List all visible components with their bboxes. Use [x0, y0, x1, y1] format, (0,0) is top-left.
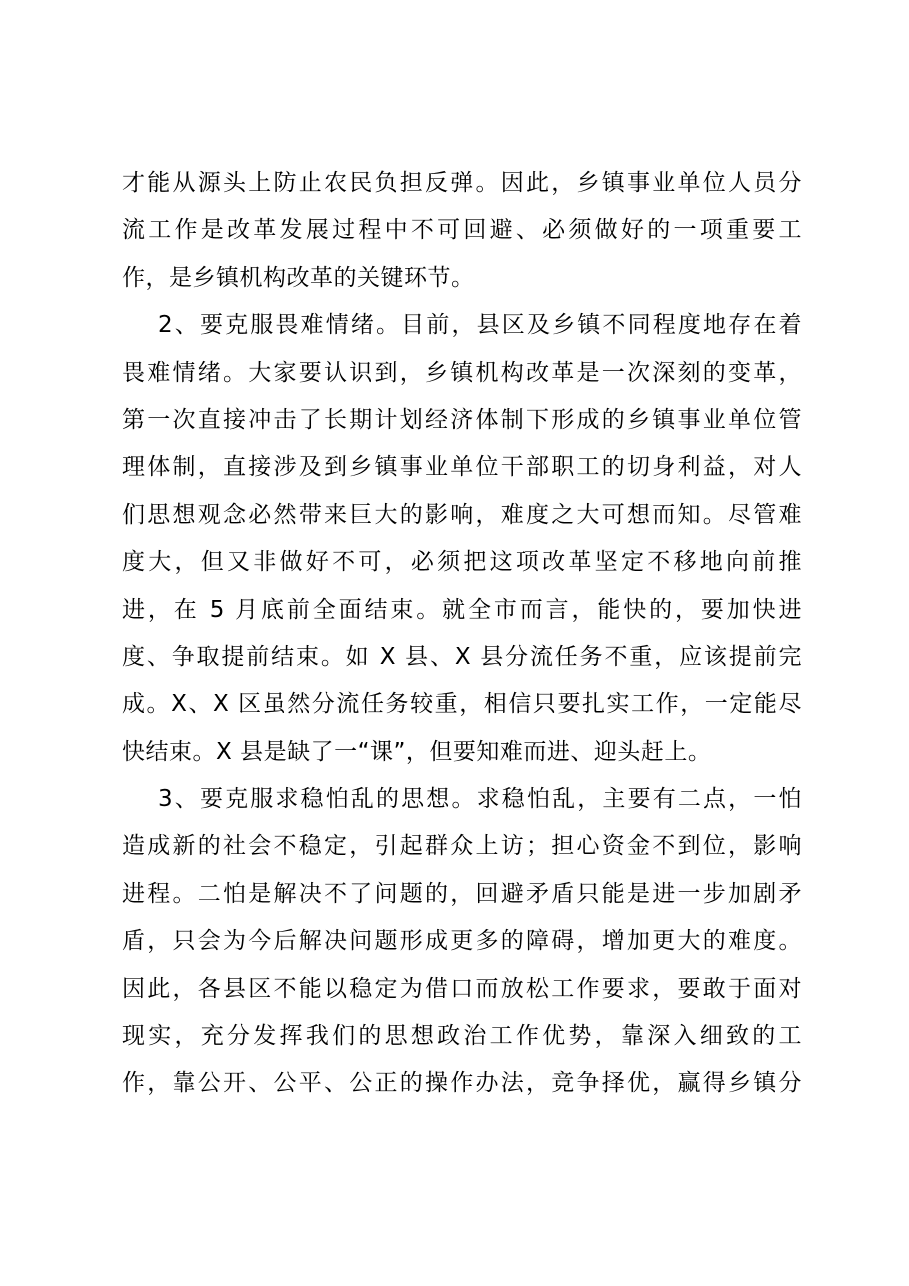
- paragraph-2-first-line: 2、要克服畏难情绪。目前，县区及乡镇不同程度地存在着: [158, 312, 802, 339]
- text-line: 作，是乡镇机构改革的关键环节。: [122, 264, 475, 291]
- text-line: 快结束。X 县是缺了一“课”，但要知难而进、迎头赶上。: [122, 738, 712, 765]
- text-line: 进程。二怕是解决不了问题的，回避矛盾只能是进一步加剧矛: [122, 880, 802, 907]
- text-line: 们思想观念必然带来巨大的影响，难度之大可想而知。尽管难: [122, 501, 802, 528]
- text-line: 造成新的社会不稳定，引起群众上访；担心资金不到位，影响: [122, 833, 802, 860]
- text-line: 进，在 5 月底前全面结束。就全市而言，能快的，要加快进: [122, 596, 802, 623]
- text-line: 理体制，直接涉及到乡镇事业单位干部职工的切身利益，对人: [122, 454, 802, 481]
- text-line: 现实，充分发挥我们的思想政治工作优势，靠深入细致的工: [122, 1023, 802, 1050]
- text-line: 因此，各县区不能以稳定为借口而放松工作要求，要敢于面对: [122, 975, 802, 1002]
- text-line: 作，靠公开、公平、公正的操作办法，竞争择优，赢得乡镇分: [122, 1070, 802, 1097]
- text-line: 第一次直接冲击了长期计划经济体制下形成的乡镇事业单位管: [122, 406, 802, 433]
- text-line: 才能从源头上防止农民负担反弹。因此，乡镇事业单位人员分: [122, 170, 802, 196]
- body-text: [122, 160, 802, 1108]
- text-line: 流工作是改革发展过程中不可回避、必须做好的一项重要工: [122, 217, 802, 244]
- text-line: 成。X、X 区虽然分流任务较重，相信只要扎实工作，一定能尽: [122, 691, 802, 718]
- text-line: 度大，但又非做好不可，必须把这项改革坚定不移地向前推: [122, 549, 802, 576]
- text-line: 盾，只会为今后解决问题形成更多的障碍，增加更大的难度。: [122, 928, 802, 955]
- text-line: 畏难情绪。大家要认识到，乡镇机构改革是一次深刻的变革，: [122, 359, 802, 386]
- paragraph-3-first-line: 3、要克服求稳怕乱的思想。求稳怕乱，主要有二点，一怕: [158, 786, 802, 813]
- text-line: 度、争取提前结束。如 X 县、X 县分流任务不重，应该提前完: [122, 643, 802, 670]
